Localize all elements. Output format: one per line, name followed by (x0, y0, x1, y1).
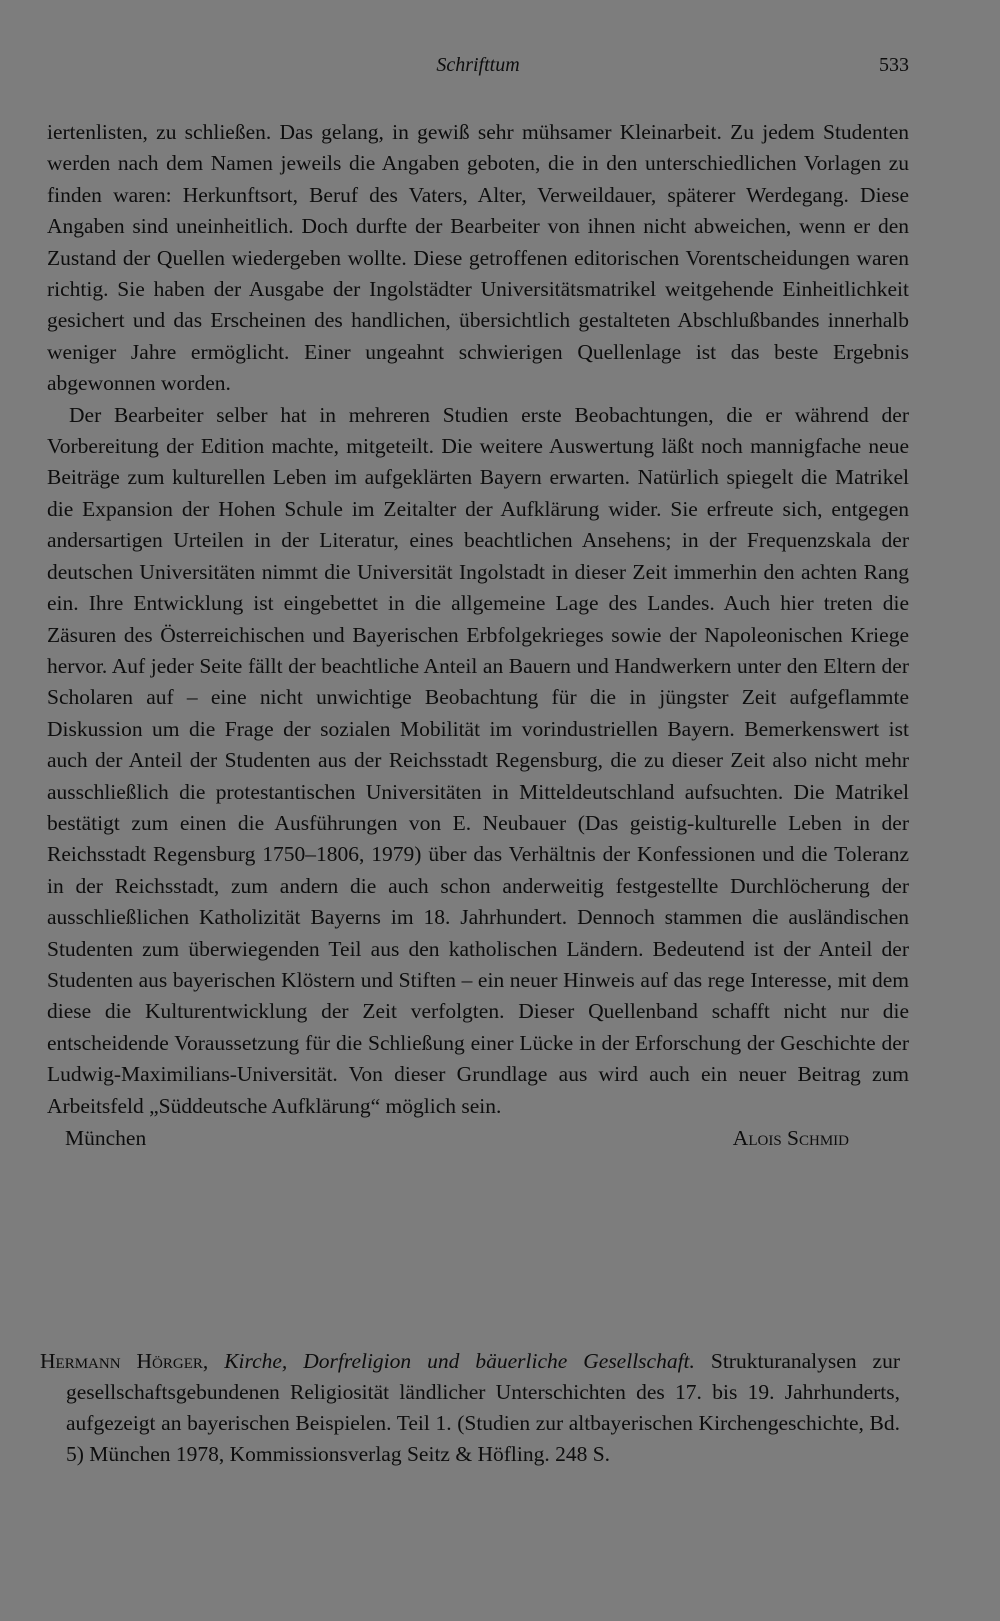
signature-author: Alois Schmid (732, 1126, 849, 1150)
running-head (47, 50, 909, 84)
body-paragraph-2: Der Bearbeiter selber hat in mehreren Studien erste Beobachtungen, die er während der Vorbereitung der Edition machte, mitgeteilt. Die weitere Auswertung läßt noch mannigfache neue Beiträge zum kulturellen Leben im aufgeklärten Bayern erwarten. Natürlich spiegelt die Matrikel die Expansion der Hohen Schule im Zeitalter der Aufklärung wider. Sie erfreute sich, entgegen andersartigen Urteilen in der Literatur, eines beachtlichen Ansehens; in der Frequenzskala der deutschen Universitäten nimmt die Universität Ingolstadt in dieser Zeit immerhin den achten Rang ein. Ihre Entwicklung ist eingebettet in die allgemeine Lage des Landes. Auch hier treten die Zäsuren des Österreichischen und Bayerischen Erbfolgekrieges sowie der Napoleonischen Kriege hervor. Auf jeder Seite fällt der beachtliche Anteil an Bauern und Handwerkern unter den Eltern der Scholaren auf – eine nicht unwichtige Beobachtung für die in jüngster Zeit aufgeflammte Diskussion um die Frage der sozialen Mobilität im vorindustriellen Bayern. Bemerkenswert ist auch der Anteil der Studenten aus der Reichsstadt Regensburg, die zu dieser Zeit also nicht mehr ausschließlich die protestantischen Universitäten in Mitteldeutschland aufsuchten. Die Matrikel bestätigt zum einen die Ausführungen von E. Neubauer (Das geistig-kulturelle Leben in der Reichsstadt Regensburg 1750–1806, 1979) über das Verhältnis der Konfessionen und die Toleranz in der Reichsstadt, zum andern die auch schon anderweitig festgestellte Durchlöcherung der ausschließlichen Katholizität Bayerns im 18. Jahrhundert. Dennoch stammen die ausländischen Studenten zum überwiegenden Teil aus den katholischen Ländern. Bedeutend ist der Anteil der Studenten aus bayerischen Klöstern und Stiften – ein neuer Hinweis auf das rege Interesse, mit dem diese die Kulturentwicklung der Zeit verfolgten. Dieser Quellenband schafft nicht nur die entscheidende Voraussetzung für die Schließung einer Lücke in der Erforschung der Geschichte der Ludwig-Maximilians-Universität. Von dieser Grundlage aus wird auch ein neuer Beitrag zum Arbeitsfeld „Süddeutsche Aufklärung“ möglich sein. (47, 402, 909, 1118)
entry-author: Hermann Hörger (40, 1349, 203, 1373)
running-title: Schrifttum (436, 54, 520, 76)
page-number: 533 (879, 54, 909, 76)
entry-title: Kirche, Dorfreligion und bäuerliche Gesellschaft. (224, 1349, 695, 1373)
body-paragraph-1: iertenlisten, zu schließen. Das gelang, in gewiß sehr mühsamer Kleinarbeit. Zu jedem Studenten werden nach dem Namen jeweils die Angaben geboten, die in den unterschiedlichen Vorlagen zu finden waren: Herkunftsort, Beruf des Vaters, Alter, Verweildauer, späterer Werdegang. Diese Angaben sind uneinheitlich. Doch durfte der Bearbeiter von ihnen nicht abweichen, wenn er den Zustand der Quellen wiedergeben wollte. Diese getroffenen editorischen Vorentscheidungen waren richtig. Sie haben der Ausgabe der Ingolstädter Universitätsmatrikel weitgehende Einheitlichkeit gesichert und das Erscheinen des handlichen, übersichtlich gestalteten Abschlußbandes innerhalb weniger Jahre ermöglicht. Einer ungeahnt schwierigen Quellenlage ist das beste Ergebnis abgewonnen worden. (47, 120, 909, 396)
entry-details: Strukturanalysen zur gesellschaftsgebundenen Religiosität ländlicher Unterschichten des 17. bis 19. Jahrhunderts, aufgezeigt an bayerischen Beispielen. Teil 1. (Studien zur altbayerischen Kirchengeschichte, Bd. 5) München 1978, Kommissionsverlag Seitz & Höfling. 248 S. (66, 1349, 900, 1466)
bibliographic-entry: Hermann Hörger, Kirche, Dorfreligion und bäuerliche Gesellschaft. Strukturanalysen zur gesellschaftsgebundenen Religiosität ländlicher Unterschichten des 17. bis 19. Jahrhunderts, aufgezeigt an bayerischen Beispielen. Teil 1. (Studien zur altbayerischen Kirchengeschichte, Bd. 5) München 1978, Kommissionsverlag Seitz & Höfling. 248 S. (40, 1349, 900, 1466)
signature-place: München (65, 1126, 147, 1150)
review-body (47, 117, 909, 1159)
next-review-entry (40, 1346, 900, 1470)
review-signature (47, 1123, 909, 1159)
